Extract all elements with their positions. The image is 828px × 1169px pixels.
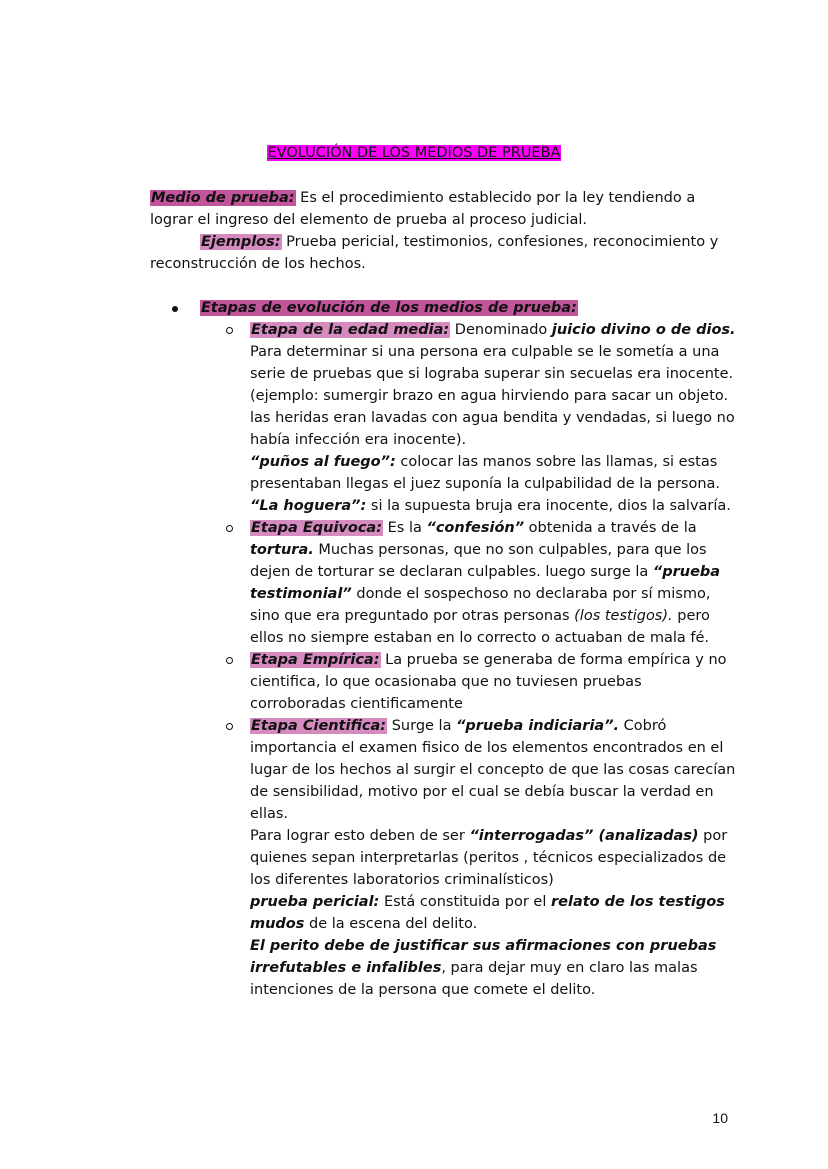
stage-label: Etapa Equivoca: [251, 520, 383, 536]
term-medio-de-prueba: Medio de prueba: [151, 190, 295, 206]
stage-text: Cobró importancia el examen fisico de los elementos encontrados en el lugar de los hechos al surgir el concepto de que las cosas carecían de sensibilidad, motivo por el cual se debía buscar la verdad en ellas. [250, 718, 736, 822]
circle-bullet-icon [226, 525, 233, 532]
stage-text: Está constituida por el [379, 894, 551, 910]
page-number: 10 [712, 1110, 728, 1126]
stage-bold: “prueba indiciaria”. [456, 718, 620, 734]
stage-item-equivoca [150, 517, 740, 649]
circle-bullet-icon [226, 723, 233, 730]
examples-line [150, 231, 740, 275]
stage-text: , para dejar muy en claro las malas intenciones de la persona que comete el delito. [250, 960, 698, 998]
stage-bold: prueba pericial: [250, 894, 380, 910]
stages-heading: Etapas de evolución de los medios de prueba: [201, 300, 577, 316]
stage-bold: relato de los testigos mudos [250, 894, 725, 932]
examples-label: Ejemplos: [201, 234, 281, 250]
stage-bold: tortura. [250, 542, 314, 558]
stage-bold: “interrogadas” (analizadas) [469, 828, 699, 844]
stage-item-empirica [150, 649, 740, 715]
stage-text: Para lograr esto deben de ser [250, 828, 470, 844]
stage-item-edad-media [150, 319, 740, 517]
page-title [0, 143, 828, 163]
stage-label: Etapa Cientifica: [251, 718, 387, 734]
hoguera-text: si la supuesta bruja era inocente, dios la salvaría. [366, 498, 731, 514]
hoguera-label: “La hoguera”: [250, 498, 367, 514]
circle-bullet-icon [226, 657, 233, 664]
stage-text: Surge la [387, 718, 457, 734]
stage-bold: El perito debe de justificar sus afirmaciones con pruebas irrefutables e infalibles [250, 938, 717, 976]
stage-item-cientifica [150, 715, 740, 1001]
stage-text: donde el sospechoso no declaraba por sí mismo, sino que era preguntado por otras personas [250, 586, 711, 624]
fuego-label: “puños al fuego”: [250, 454, 396, 470]
fuego-text: colocar las manos sobre las llamas, si estas presentaban llegas el juez suponía la culpabilidad de la persona. [250, 454, 721, 492]
stage-italic: (los testigos). [574, 608, 673, 624]
stage-text: La prueba se generaba de forma empírica y no cientifica, lo que ocasionaba que no tuviesen pruebas corroboradas cientificamente [250, 652, 727, 712]
stage-text: pero ellos no siempre estaban en lo correcto o actuaban de mala fé. [250, 608, 710, 646]
stage-text: por quienes sepan interpretarlas (peritos , técnicos especializados de los diferentes laboratorios criminalísticos) [250, 828, 728, 888]
stage-bold: “prueba testimonial” [250, 564, 721, 602]
definition-text: Es el procedimiento establecido por la ley tendiendo a lograr el ingreso del elemento de prueba al proceso judicial. [150, 190, 696, 228]
stage-text: Denominado [450, 322, 552, 338]
bullet-dot-icon [172, 306, 178, 312]
intro-paragraph [150, 187, 740, 275]
stage-text: obtenida a través de la [524, 520, 697, 536]
stage-text: de la escena del delito. [304, 916, 478, 932]
stage-text: Es la [383, 520, 427, 536]
examples-text: Prueba pericial, testimonios, confesiones, reconocimiento y reconstrucción de los hechos. [150, 234, 719, 272]
title-text: EVOLUCIÓN DE LOS MEDIOS DE PRUEBA [267, 145, 561, 161]
stage-label: Etapa Empírica: [251, 652, 380, 668]
stage-label: Etapa de la edad media: [251, 322, 450, 338]
stage-bold: “confesión” [426, 520, 525, 536]
stage-text: Para determinar si una persona era culpable se le sometía a una serie de pruebas que si lograba superar sin secuelas era inocente. (ejemplo: sumergir brazo en agua hirviendo para sacar un objeto. las heridas eran lavadas con agua bendita y vendadas, si luego no había infección era inocente). [250, 344, 735, 448]
stage-bold: juicio divino o de dios. [551, 322, 736, 338]
circle-bullet-icon [226, 327, 233, 334]
stages-list [150, 297, 750, 1001]
stage-text: Muchas personas, que no son culpables, para que los dejen de torturar se declaran culpables. luego surge la [250, 542, 707, 580]
